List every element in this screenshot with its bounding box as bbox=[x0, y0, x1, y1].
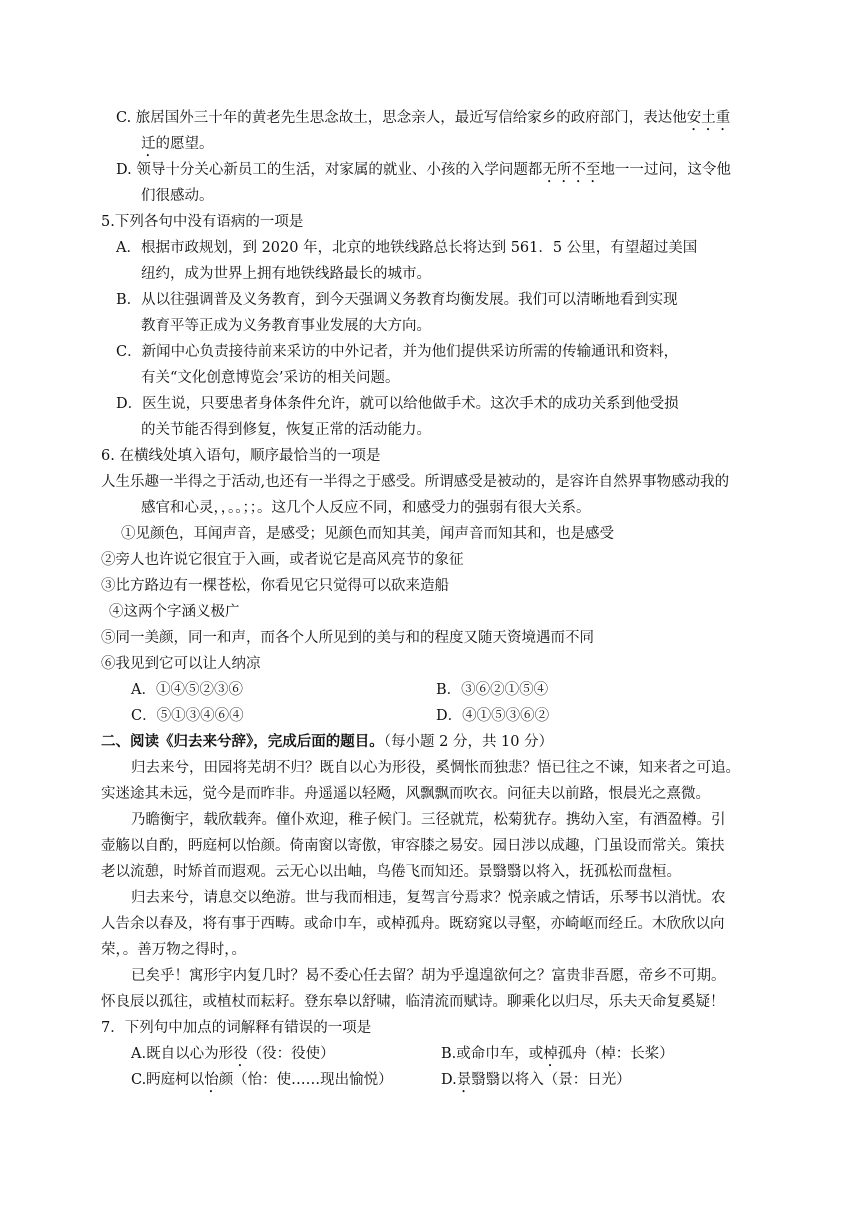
q7-option-d bbox=[441, 1070, 631, 1096]
passage-line-5: 老以流憩，时矫首而遐观。云无心以出岫，鸟倦飞而知还。景翳翳以将入，抚孤松而盘桓。 bbox=[101, 864, 681, 880]
q4-option-c-text: C. 旅居国外三十年的黄老先生思念故土，思念亲人，最近写信给家乡的政府部门，表达他 bbox=[116, 110, 687, 126]
q6-option-b: B．③⑥②①⑤④ bbox=[436, 682, 549, 698]
passage-line-3: 乃瞻衡宇，载欣载奔。僮仆欢迎，稚子候门。三径就荒，松菊犹存。携幼入室，有酒盈樽。引 bbox=[131, 812, 726, 828]
passage-line-2: 实迷途其未远，觉今是而昨非。舟遥遥以轻飏，风飘飘而吹衣。问征夫以前路，恨晨光之熹微。 bbox=[101, 786, 710, 802]
q6-sentence-2: ②旁人也许说它很宜于入画，或者说它是高风亮节的象征 bbox=[101, 552, 464, 568]
q4-option-d-text: D. 领导十分关心新员工的生活，对家属的就业、小孩的入学问题都 bbox=[116, 162, 543, 178]
q4-option-d-emphasized-word: 无所不至 bbox=[542, 162, 601, 178]
q7-option-b bbox=[441, 1044, 674, 1070]
q7-option-a-gloss: （役：役使） bbox=[247, 1046, 335, 1062]
q6-passage-line1: 人生乐趣一半得之于活动,也还有一半得之于感受。所谓感受是被动的，是容许自然界事物感动我的 bbox=[101, 474, 730, 490]
passage-line-7: 人告余以春及，将有事于西畴。或命巾车，或棹孤舟。既窈窕以寻壑，亦崎岖而经丘。木欣欣以向 bbox=[101, 916, 725, 932]
q6-sentence-6: ⑥我见到它可以让人纳凉 bbox=[101, 656, 261, 672]
q6-sentence-4: ④这两个字涵义极广 bbox=[109, 604, 240, 620]
q5-option-d-line1: D．医生说，只要患者身体条件允许，就可以给他做手术。这次手术的成功关系到他受损 bbox=[116, 396, 679, 412]
q7-option-a bbox=[131, 1044, 335, 1070]
q5-option-a-line2: 纽约，成为世界上拥有地铁线路最长的城市。 bbox=[141, 266, 431, 282]
q4-emphasized-word-cont: 迁 bbox=[141, 136, 156, 152]
q7-option-b-emphasized: 棹 bbox=[543, 1046, 558, 1062]
q5-stem: 5.下列各句中没有语病的一项是 bbox=[101, 214, 304, 230]
q6-option-d: D．④①⑤③⑥② bbox=[436, 708, 550, 724]
q6-passage-line2: 感官和心灵，，。。；；。这几个人反应不同，和感受力的强弱有很大关系。 bbox=[141, 500, 591, 516]
q4-option-d-line1 bbox=[116, 160, 731, 186]
q5-option-c-line1: C．新闻中心负责接待前来采访的中外记者，并为他们提供采访所需的传输通讯和资料， bbox=[116, 344, 679, 360]
q4-emphasized-word: 安土重 bbox=[686, 110, 731, 126]
q7-option-c-emphasized: 怡 bbox=[204, 1072, 219, 1088]
q5-option-c-line2: 有关“文化创意博览会’采访的相关问题。 bbox=[141, 370, 400, 386]
q5-option-a-line1: A．根据市政规划，到 2020 年，北京的地铁线路总长将达到 561．5 公里，有望超过美国 bbox=[116, 240, 698, 256]
section-title: 二、阅读《归去来兮辞》，完成后面的题目。 bbox=[101, 733, 384, 750]
q4-option-d-text-end: 地一一过问，这令他 bbox=[600, 162, 731, 178]
q6-option-a: A．①④⑤②③⑥ bbox=[131, 682, 243, 698]
passage-line-6: 归去来兮，请息交以绝游。世与我而相违，复驾言兮焉求？悦亲戚之情话，乐琴书以消忧。农 bbox=[131, 890, 726, 906]
q7-option-b-text: B.或命巾车，或 bbox=[441, 1046, 544, 1062]
passage-line-9: 已矣乎！寓形宇内复几时？曷不委心任去留？胡为乎遑遑欲何之？富贵非吾愿，帝乡不可期。 bbox=[131, 968, 726, 984]
q5-option-b-line2: 教育平等正成为义务教育事业发展的大方向。 bbox=[141, 318, 431, 334]
q6-sentence-1: ①见颜色，耳闻声音，是感受；见颜色而知其美，闻声音而知其和，也是感受 bbox=[121, 526, 614, 542]
q7-option-c-text: C.眄庭柯以 bbox=[131, 1072, 205, 1088]
passage-line-1: 归去来兮，田园将芜胡不归？既自以心为形役，奚惆怅而独悲？悟已往之不谏，知来者之可追。 bbox=[131, 760, 740, 776]
section-heading bbox=[101, 732, 553, 752]
q7-option-a-emphasized: 役 bbox=[233, 1046, 248, 1062]
passage-line-10: 怀良辰以孤往，或植杖而耘耔。登东皋以舒啸，临清流而赋诗。聊乘化以归尽，乐夫天命复奚疑！ bbox=[101, 994, 725, 1010]
q7-option-a-text: A.既自以心为形 bbox=[131, 1046, 234, 1062]
q4-option-d-line2: 们很感动。 bbox=[141, 188, 214, 204]
q6-sentence-5: ⑤同一美颜，同一和声，而各个人所见到的美与和的程度又随天资境遇而不同 bbox=[101, 630, 594, 646]
q6-stem: 6. 在横线处填入语句，顺序最恰当的一项是 bbox=[101, 448, 381, 464]
q6-sentence-3: ③比方路边有一棵苍松，你看见它只觉得可以砍来造船 bbox=[101, 578, 449, 594]
q7-option-c-gloss: 颜（怡：使……现出愉悦） bbox=[218, 1072, 393, 1088]
passage-line-8: 荣，。善万物之得时，。 bbox=[101, 942, 246, 958]
q7-option-d-label: D. bbox=[441, 1072, 457, 1088]
passage-line-4: 壶觞以自酌，眄庭柯以怡颜。倚南窗以寄傲，审容膝之易安。园日涉以成趣，门虽设而常关。策扶 bbox=[101, 838, 725, 854]
q6-option-c: C．⑤①③④⑥④ bbox=[131, 708, 244, 724]
q4-option-c-line2 bbox=[141, 134, 214, 160]
section-score-note: （每小题 2 分，共 10 分） bbox=[383, 734, 554, 750]
q5-option-d-line2: 的关节能否得到修复，恢复正常的活动能力。 bbox=[141, 422, 431, 438]
q7-option-d-gloss: 翳翳以将入（景：日光） bbox=[471, 1072, 631, 1088]
q7-option-d-emphasized: 景 bbox=[456, 1072, 472, 1088]
q5-option-b-line1: B．从以往强调普及义务教育，到今天强调义务教育均衡发展。我们可以清晰地看到实现 bbox=[116, 292, 678, 308]
q7-option-c bbox=[131, 1070, 393, 1096]
q7-option-b-gloss: 孤舟（棹：长桨） bbox=[557, 1046, 674, 1062]
q7-stem: 7．下列句中加点的词解释有错误的一项是 bbox=[101, 1020, 372, 1036]
q4-option-c-text-end: 的愿望。 bbox=[155, 136, 214, 152]
q4-option-c-line1 bbox=[116, 108, 730, 134]
